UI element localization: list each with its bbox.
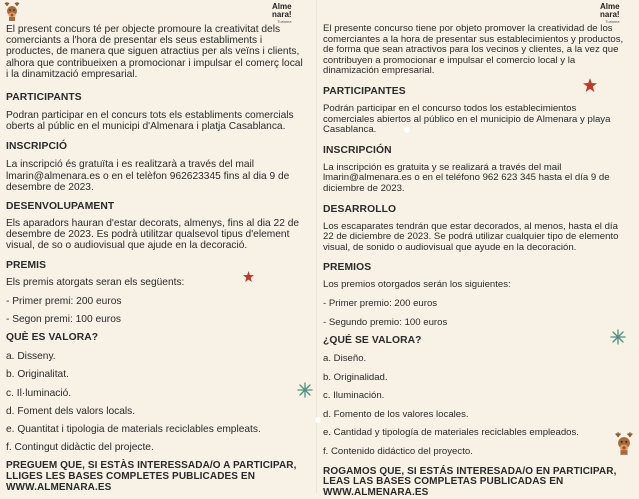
criterion-a: a. Disseny. [6,351,56,363]
intro-text: El presente concurso tiene por objeto promover la creatividad de los comerciantes a la hora de presentar sus establecimientos y productos, de forma que sean atractivos para los vecinos y clientes, a la vez que contribuyen a promocionar e impulsar el comercio local y la dinamización empresarial. [323,23,624,77]
logo-subtitle: Turisme [605,19,620,24]
premios-heading: PREMIOS [323,262,372,274]
premi-1: - Primer premi: 200 euros [6,295,122,307]
criterion-d: d. Foment dels valors locals. [6,405,136,417]
valora-heading: ¿QUÉ SE VALORA? [323,335,422,347]
criterion-b: b. Originalitat. [6,369,69,381]
star-icon [243,271,254,282]
criterio-c: c. Iluminación. [323,390,385,402]
valora-heading: QUÈ ES VALORA? [6,332,99,344]
logo-line1: Alme [272,2,292,11]
participantes-heading: PARTICIPANTES [323,85,406,97]
footer-note: PREGUEM QUE, SI ESTÀS INTERESSADA/O A PARTICIPAR, LLIGES LES BASES COMPLETES PUBLICADES EN WWW.ALMENARA.ES [6,460,297,494]
inscripcio-heading: INSCRIPCIÓ [6,141,68,153]
desarrollo-text: Los escaparates tendrán que estar decorados, al menos, hasta el día 22 de diciembre de 2023. Se podrá utilizar cualquier tipo de elemento visual, de sonido o audiovisual que ayude en la decoración. [323,220,619,253]
desenvolupament-text: Els aparadors hauran d'estar decorats, almenys, fins al dia 22 de desembre de 2023. Es podrà utilitzar qualsevol tipus d'element visual, de so o audiovisual que ajude en la decoració. [6,218,300,252]
criterio-f: f. Contenido didáctico del proyecto. [323,446,473,458]
logo-subtitle: Turisme [277,19,292,24]
intro-text: El present concurs té per objecte promoure la creativitat dels comerciants a l'hora de presentar els seus establiments i productes, de manera que siguen atractius per als veïns i clients, alhora que contribueixen a promocionar i impulsar el comerç local i la dinamització empresarial. [6,24,303,80]
premio-1: - Primer premio: 200 euros [323,297,438,309]
criterio-b: b. Originalidad. [323,371,388,383]
desenvolupament-heading: DESENVOLUPAMENT [6,201,115,213]
reindeer-icon [612,430,636,456]
criterio-d: d. Fomento de los valores locales. [323,408,469,420]
inscripcio-text: La inscripció és gratuïta i es realitzarà a través del mail lmarin@almenara.es o en el telèfon 962623345 fins al dia 9 de desembre de 2023. [6,159,290,193]
criterion-e: e. Quantitat i tipologia de materials reciclables empleats. [6,424,261,436]
logo-line1: Alme [600,2,620,11]
snowflake-icon [610,329,626,345]
premis-intro: Els premis atorgats seran els següents: [6,276,185,288]
spanish-column [319,0,639,499]
criterio-a: a. Diseño. [323,353,367,365]
snow-dot [315,417,321,423]
participantes-text: Podrán participar en el concurso todos los establecimientos comerciales abiertos al público en el municipio de Almenara y playa Casablanca. [323,102,611,136]
premio-2: - Segundo premio: 100 euros [323,316,448,328]
snowflake-icon [297,382,313,398]
inscripcion-heading: INSCRIPCIÓN [323,144,392,156]
logo-line2: nara! [600,10,620,19]
criterion-c: c. Il·luminació. [6,387,72,399]
catalan-column [0,0,314,493]
footer-note: ROGAMOS QUE, SI ESTÁS INTERESADA/O EN PARTICIPAR, LEAS LAS BASES COMPLETAS PUBLICADAS EN WWW.ALMENARA.ES [323,465,617,499]
premi-2: - Segon premi: 100 euros [6,314,121,326]
participants-text: Podran participar en el concurs tots els establiments comercials oberts al públic en el municipi d'Almenara i platja Casablanca. [6,110,294,133]
criterion-f: f. Contingut didàctic del projecte. [6,442,154,454]
premis-heading: PREMIS [6,259,47,271]
star-icon [583,78,597,92]
participants-heading: PARTICIPANTS [6,92,82,104]
premios-intro: Los premios otorgados serán los siguientes: [323,279,511,291]
desarrollo-heading: DESARROLLO [323,203,397,215]
criterio-e: e. Cantidad y tipología de materiales reciclables empleados. [323,427,579,439]
logo-line2: nara! [272,10,292,19]
inscripcion-text: La inscripción es gratuita y se realizará a través del mail lmarin@almenara.es o en el teléfono 962 623 345 hasta el día 9 de diciembre de 2023. [323,161,610,194]
snow-dot [404,127,410,133]
